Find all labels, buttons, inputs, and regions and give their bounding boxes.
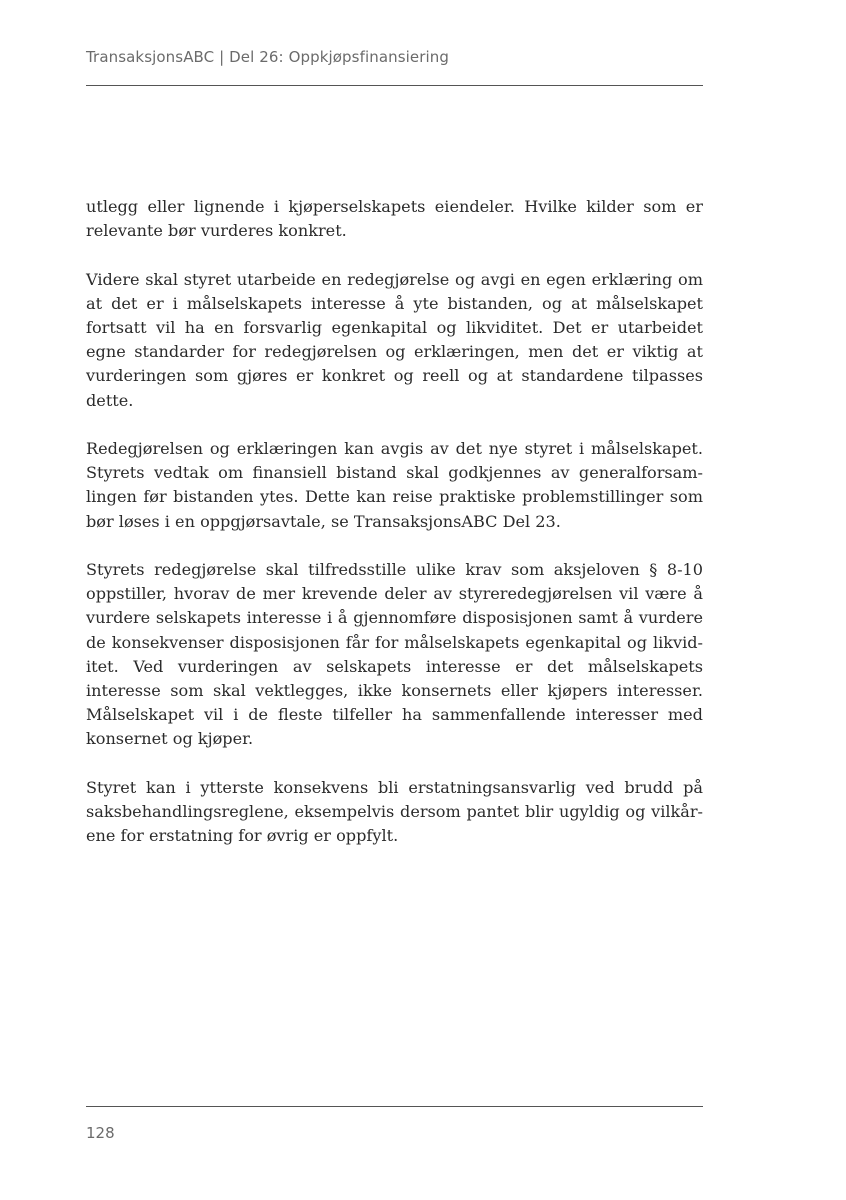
page-number: 128: [86, 1124, 115, 1142]
paragraph: Videre skal styret utarbeide en redegjørelse og avgi en egen erklæring om at det er i målselskapets interesse å yte bistanden, og at målselskapet fortsatt vil ha en forsvarlig egenkapital og likviditet. Det er utarbeidet egne standarder for redegjørelsen og erklæringen, men det er viktig at vurderingen som gjøres er konkret og reell og at standardene tilpasses dette.: [86, 269, 703, 410]
paragraph: Redegjørelsen og erklæringen kan avgis av det nye styret i målselskapet. Styrets vedtak om finansiell bistand skal godkjennes av generalforsamlingen før bistanden ytes. Dette kan reise praktiske problemstillinger som bør løses i en oppgjørsavtale, se TransaksjonsABC Del 23.: [86, 439, 703, 531]
body-text: [86, 195, 703, 873]
running-header: TransaksjonsABC | Del 26: Oppkjøpsfinansiering: [86, 48, 450, 66]
header-divider: [86, 85, 703, 86]
paragraph: utlegg eller lignende i kjøperselskapets eiendeler. Hvilke kilder som er relevante bør vurderes konkret.: [86, 197, 703, 241]
footer-divider: [86, 1106, 703, 1107]
paragraph: Styret kan i ytterste konsekvens bli erstatningsansvarlig ved brudd på saksbehandlingsreglene, eksempelvis dersom pantet blir ugyldig og vilkårene for erstatning for øvrig er oppfylt.: [86, 777, 703, 846]
paragraph: Styrets redegjørelse skal tilfredsstille ulike krav som aksjeloven § 8-10 oppstiller, hvorav de mer krevende deler av styreredegjørelsen vil være å vurdere selskapets interesse i å gjennomføre disposisjonen samt å vurdere de konsekvenser disposisjonen får for målselskapets egenkapital og likviditet. Ved vurderingen av selskapets interesse er det målselskapets interesse som skal vektlegges, ikke konsernets eller kjøpers interesser. Målselskapet vil i de fleste tilfeller ha sammenfallende interesser med konsernet og kjøper.: [86, 560, 703, 749]
